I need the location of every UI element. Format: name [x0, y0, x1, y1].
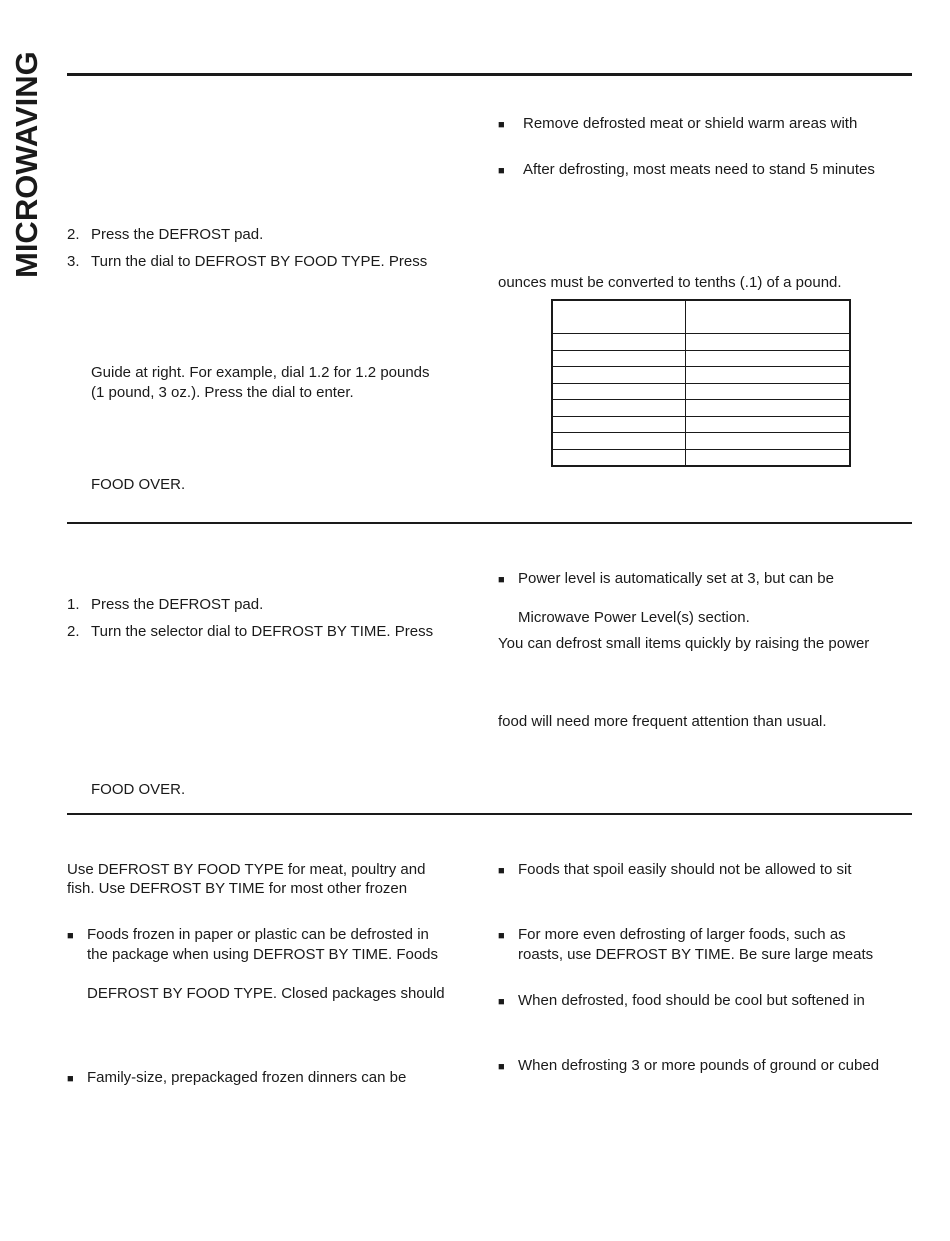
step-3: 3. Turn the dial to DEFROST BY FOOD TYPE. Press	[67, 253, 428, 270]
table-row	[552, 433, 850, 450]
table-cell	[552, 449, 686, 466]
bullet-icon: ■	[498, 165, 505, 177]
section-side-title: MICROWAVING	[9, 51, 44, 278]
paragraph-line: You can defrost small items quickly by raising the power	[498, 635, 870, 652]
table-row	[552, 334, 850, 351]
bullet-text: Remove defrosted meat or shield warm areas with	[523, 115, 858, 132]
top-rule	[67, 73, 912, 76]
guide-line-1: Guide at right. For example, dial 1.2 for 1.2 pounds	[91, 364, 430, 381]
bullet-text: Family-size, prepackaged frozen dinners can be	[87, 1069, 407, 1086]
intro-line: fish. Use DEFROST BY TIME for most other frozen	[67, 880, 408, 897]
bullet-icon: ■	[498, 574, 505, 586]
bullet-text: When defrosted, food should be cool but softened in	[518, 992, 865, 1009]
bullet-text: roasts, use DEFROST BY TIME. Be sure large meats	[518, 946, 874, 963]
bullet-text: Power level is automatically set at 3, but can be	[518, 570, 834, 587]
table-cell	[686, 367, 851, 384]
bullet-icon: ■	[67, 1073, 74, 1085]
table-cell	[686, 334, 851, 351]
paragraph-line: food will need more frequent attention than usual.	[498, 713, 827, 730]
bullet-text: the package when using DEFROST BY TIME. Foods	[87, 946, 439, 963]
table-row	[552, 400, 850, 417]
bullet-text-continued: Microwave Power Level(s) section.	[518, 609, 750, 626]
bullet-text: When defrosting 3 or more pounds of ground or cubed	[518, 1057, 880, 1074]
bullet-icon: ■	[498, 865, 505, 877]
step-2: 2. Turn the selector dial to DEFROST BY TIME. Press	[67, 623, 434, 640]
bullet-icon: ■	[498, 930, 505, 942]
table-row	[552, 383, 850, 400]
table-cell	[552, 300, 686, 334]
table-cell	[686, 383, 851, 400]
table-row	[552, 367, 850, 384]
table-cell	[552, 350, 686, 367]
table-cell	[686, 400, 851, 417]
table-row	[552, 449, 850, 466]
bullet-icon: ■	[498, 996, 505, 1008]
table-cell	[552, 416, 686, 433]
bullet-text: DEFROST BY FOOD TYPE. Closed packages should	[87, 985, 445, 1002]
bullet-icon: ■	[498, 119, 505, 131]
bullet-text: Foods that spoil easily should not be allowed to sit	[518, 861, 852, 878]
intro-line: Use DEFROST BY FOOD TYPE for meat, poultry and	[67, 861, 426, 878]
turn-food-over-text: FOOD OVER.	[91, 476, 186, 493]
table-cell	[552, 334, 686, 351]
step-1: 1. Press the DEFROST pad.	[67, 596, 264, 613]
table-cell	[686, 300, 851, 334]
table-cell	[552, 433, 686, 450]
bullet-text: After defrosting, most meats need to stand 5 minutes	[523, 161, 875, 178]
bullet-text: Foods frozen in paper or plastic can be defrosted in	[87, 926, 429, 943]
bullet-icon: ■	[67, 930, 74, 942]
table-header-row	[552, 300, 850, 334]
table-cell	[686, 433, 851, 450]
table-cell	[686, 416, 851, 433]
guide-line-2: (1 pound, 3 oz.). Press the dial to enter.	[91, 384, 354, 401]
table-row	[552, 416, 850, 433]
table-cell	[686, 449, 851, 466]
table-row	[552, 350, 850, 367]
section-divider-1	[67, 522, 912, 524]
step-2: 2. Press the DEFROST pad.	[67, 226, 264, 243]
turn-food-over-text: FOOD OVER.	[91, 781, 186, 798]
bullet-text: For more even defrosting of larger foods, such as	[518, 926, 846, 943]
table-cell	[686, 350, 851, 367]
section-divider-2	[67, 813, 912, 815]
table-cell	[552, 383, 686, 400]
table-cell	[552, 367, 686, 384]
conversion-note: ounces must be converted to tenths (.1) of a pound.	[498, 274, 842, 291]
conversion-table	[551, 299, 851, 467]
bullet-icon: ■	[498, 1061, 505, 1073]
table-cell	[552, 400, 686, 417]
